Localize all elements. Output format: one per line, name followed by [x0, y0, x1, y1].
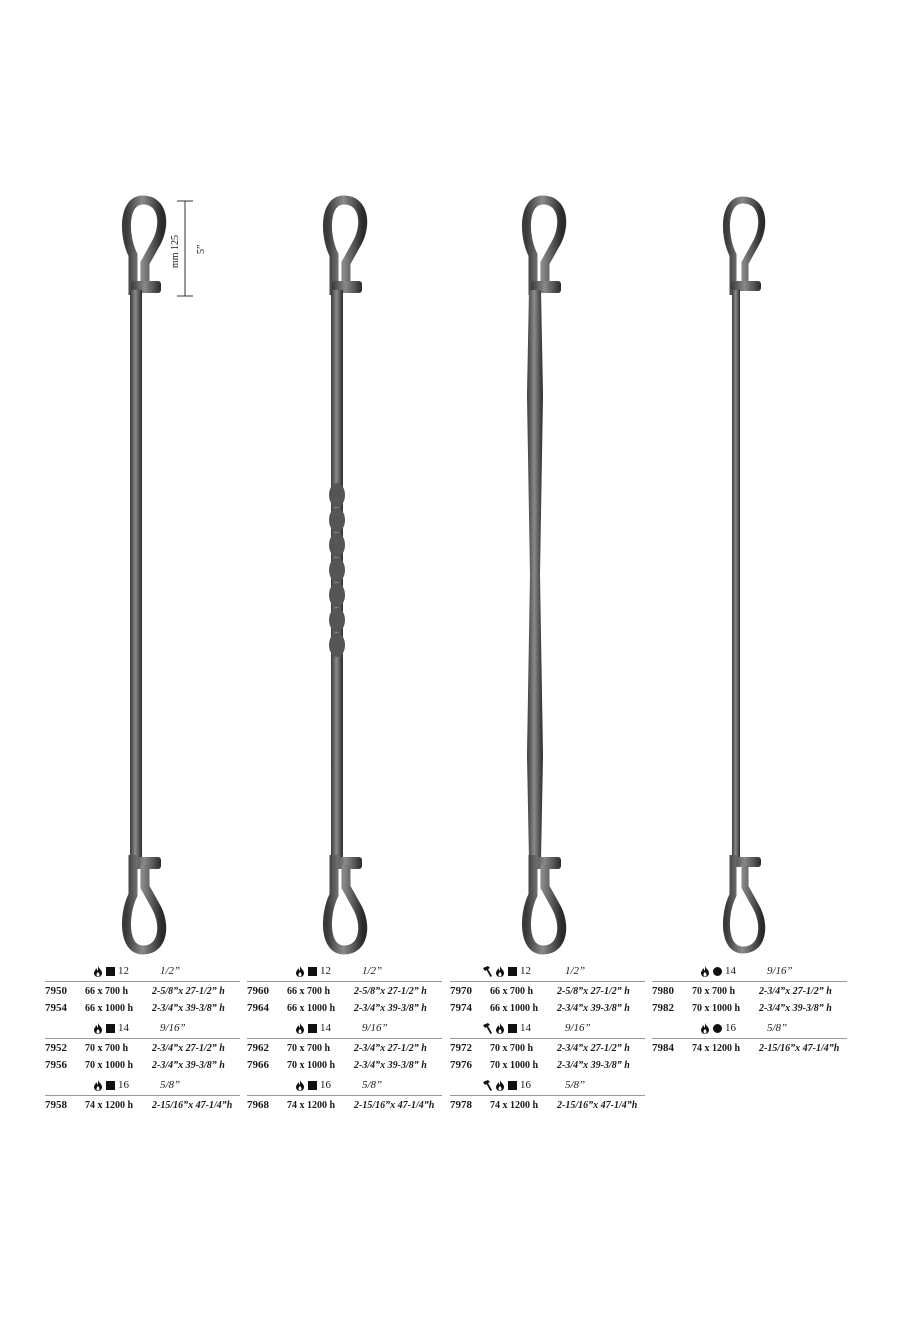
product-code: 7950	[45, 985, 67, 997]
section-size: 12	[118, 965, 129, 977]
size-mm: 74 x 1200 h	[490, 1100, 539, 1111]
product-code: 7984	[652, 1042, 674, 1054]
product-bar-round	[715, 195, 775, 955]
spec-row	[450, 982, 645, 999]
size-inch: 2-3/4”x 27-1/2” h	[152, 1043, 225, 1054]
size-mm: 74 x 1200 h	[692, 1043, 741, 1054]
spec-row	[45, 1056, 240, 1073]
section-inch: 1/2”	[362, 965, 383, 977]
spec-row	[652, 1039, 847, 1056]
size-inch: 2-3/4”x 39-3/8” h	[557, 1060, 630, 1071]
size-mm: 70 x 700 h	[85, 1043, 129, 1054]
spec-row	[450, 1056, 645, 1073]
section-inch: 9/16”	[565, 1022, 591, 1034]
size-mm: 66 x 700 h	[85, 986, 129, 997]
spec-icons	[700, 965, 736, 977]
hammer-icon	[482, 1023, 492, 1034]
spec-row	[652, 999, 847, 1016]
size-mm: 66 x 700 h	[490, 986, 534, 997]
section-size: 12	[520, 965, 531, 977]
spec-row	[247, 1056, 442, 1073]
spec-group-header	[652, 1020, 847, 1039]
spec-group	[450, 1020, 645, 1073]
product-code: 7972	[450, 1042, 472, 1054]
spec-group	[247, 963, 442, 1016]
size-inch: 2-15/16”x 47-1/4”h	[557, 1100, 638, 1111]
section-size: 16	[320, 1079, 331, 1091]
spec-row	[45, 1096, 240, 1113]
size-inch: 2-5/8”x 27-1/2” h	[557, 986, 630, 997]
square-section-icon	[508, 1081, 517, 1090]
spec-row	[450, 999, 645, 1016]
section-size: 16	[725, 1022, 736, 1034]
product-code: 7960	[247, 985, 269, 997]
square-section-icon	[308, 1081, 317, 1090]
spec-icons	[93, 1022, 129, 1034]
section-size: 14	[320, 1022, 331, 1034]
spec-group	[652, 963, 847, 1016]
product-code: 7976	[450, 1059, 472, 1071]
hammer-icon	[482, 966, 492, 977]
spec-row	[45, 1039, 240, 1056]
spec-icons	[482, 1022, 531, 1034]
spec-column	[45, 963, 240, 1117]
spec-group-header	[45, 1020, 240, 1039]
size-inch: 2-3/4”x 39-3/8” h	[557, 1003, 630, 1014]
square-section-icon	[106, 1024, 115, 1033]
square-section-icon	[508, 967, 517, 976]
spec-row	[247, 982, 442, 999]
size-inch: 2-3/4”x 27-1/2” h	[557, 1043, 630, 1054]
size-inch: 2-15/16”x 47-1/4”h	[759, 1043, 840, 1054]
size-mm: 70 x 1000 h	[490, 1060, 539, 1071]
product-code: 7980	[652, 985, 674, 997]
spec-row	[450, 1039, 645, 1056]
spec-group	[247, 1077, 442, 1113]
round-section-icon	[713, 1024, 722, 1033]
product-code: 7974	[450, 1002, 472, 1014]
spec-row	[652, 982, 847, 999]
size-inch: 2-3/4”x 39-3/8” h	[759, 1003, 832, 1014]
section-inch: 5/8”	[767, 1022, 788, 1034]
square-section-icon	[106, 1081, 115, 1090]
flame-icon	[700, 1023, 710, 1034]
size-inch: 2-3/4”x 39-3/8” h	[354, 1060, 427, 1071]
dimension-mm-label: mm 125	[170, 234, 181, 268]
spec-group-header	[45, 1077, 240, 1096]
size-inch: 2-3/4”x 39-3/8” h	[152, 1060, 225, 1071]
size-inch: 2-5/8”x 27-1/2” h	[152, 986, 225, 997]
spec-icons	[482, 965, 531, 977]
spec-icons	[93, 965, 129, 977]
section-size: 14	[725, 965, 736, 977]
spec-group-header	[247, 1020, 442, 1039]
spec-group	[45, 1077, 240, 1113]
size-mm: 66 x 1000 h	[490, 1003, 539, 1014]
product-code: 7954	[45, 1002, 67, 1014]
section-size: 16	[520, 1079, 531, 1091]
size-mm: 66 x 1000 h	[287, 1003, 336, 1014]
square-section-icon	[308, 1024, 317, 1033]
spec-group	[450, 963, 645, 1016]
size-inch: 2-5/8”x 27-1/2” h	[354, 986, 427, 997]
spec-icons	[295, 1079, 331, 1091]
section-inch: 9/16”	[160, 1022, 186, 1034]
size-inch: 2-3/4”x 27-1/2” h	[759, 986, 832, 997]
product-bar-twisted	[316, 195, 376, 955]
spec-group-header	[450, 963, 645, 982]
section-inch: 1/2”	[565, 965, 586, 977]
size-inch: 2-3/4”x 27-1/2” h	[354, 1043, 427, 1054]
spec-group-header	[450, 1077, 645, 1096]
section-inch: 5/8”	[565, 1079, 586, 1091]
spec-icons	[700, 1022, 736, 1034]
size-mm: 70 x 1000 h	[692, 1003, 741, 1014]
size-mm: 74 x 1200 h	[85, 1100, 134, 1111]
spec-group	[247, 1020, 442, 1073]
spec-group-header	[45, 963, 240, 982]
dimension-inch-label: 5”	[196, 244, 207, 254]
size-mm: 66 x 1000 h	[85, 1003, 134, 1014]
flame-icon	[93, 1023, 103, 1034]
section-inch: 5/8”	[160, 1079, 181, 1091]
product-code: 7958	[45, 1099, 67, 1111]
section-inch: 9/16”	[362, 1022, 388, 1034]
product-code: 7978	[450, 1099, 472, 1111]
spec-row	[45, 999, 240, 1016]
size-inch: 2-3/4”x 39-3/8” h	[354, 1003, 427, 1014]
product-code: 7970	[450, 985, 472, 997]
product-code: 7956	[45, 1059, 67, 1071]
size-mm: 70 x 700 h	[490, 1043, 534, 1054]
section-inch: 1/2”	[160, 965, 181, 977]
product-code: 7982	[652, 1002, 674, 1014]
square-section-icon	[106, 967, 115, 976]
spec-icons	[295, 1022, 331, 1034]
size-mm: 74 x 1200 h	[287, 1100, 336, 1111]
spec-column	[247, 963, 442, 1117]
section-inch: 5/8”	[362, 1079, 383, 1091]
round-section-icon	[713, 967, 722, 976]
spec-column	[450, 963, 645, 1117]
size-inch: 2-3/4”x 39-3/8” h	[152, 1003, 225, 1014]
spec-icons	[93, 1079, 129, 1091]
spec-group-header	[247, 1077, 442, 1096]
size-inch: 2-15/16”x 47-1/4”h	[354, 1100, 435, 1111]
flame-icon	[700, 966, 710, 977]
spec-icons	[295, 965, 331, 977]
section-size: 12	[320, 965, 331, 977]
flame-icon	[295, 1080, 305, 1091]
size-mm: 70 x 1000 h	[85, 1060, 134, 1071]
flame-icon	[295, 1023, 305, 1034]
spec-group	[450, 1077, 645, 1113]
spec-group-header	[450, 1020, 645, 1039]
size-mm: 70 x 1000 h	[287, 1060, 336, 1071]
product-bar-hammered	[515, 195, 575, 955]
spec-group-header	[652, 963, 847, 982]
flame-icon	[495, 966, 505, 977]
spec-group-header	[247, 963, 442, 982]
section-inch: 9/16”	[767, 965, 793, 977]
product-code: 7952	[45, 1042, 67, 1054]
product-code: 7968	[247, 1099, 269, 1111]
spec-group	[45, 1020, 240, 1073]
spec-icons	[482, 1079, 531, 1091]
spec-group	[45, 963, 240, 1016]
product-code: 7966	[247, 1059, 269, 1071]
flame-icon	[295, 966, 305, 977]
product-code: 7964	[247, 1002, 269, 1014]
product-bar-plain	[115, 195, 175, 955]
flame-icon	[93, 966, 103, 977]
section-size: 16	[118, 1079, 129, 1091]
spec-row	[247, 999, 442, 1016]
spec-column	[652, 963, 847, 1060]
spec-row	[450, 1096, 645, 1113]
product-code: 7962	[247, 1042, 269, 1054]
flame-icon	[93, 1080, 103, 1091]
size-mm: 70 x 700 h	[692, 986, 736, 997]
section-size: 14	[520, 1022, 531, 1034]
spec-row	[45, 982, 240, 999]
flame-icon	[495, 1080, 505, 1091]
square-section-icon	[508, 1024, 517, 1033]
flame-icon	[495, 1023, 505, 1034]
size-mm: 66 x 700 h	[287, 986, 331, 997]
section-size: 14	[118, 1022, 129, 1034]
spec-row	[247, 1039, 442, 1056]
hammer-icon	[482, 1080, 492, 1091]
size-mm: 70 x 700 h	[287, 1043, 331, 1054]
square-section-icon	[308, 967, 317, 976]
spec-row	[247, 1096, 442, 1113]
size-inch: 2-15/16”x 47-1/4”h	[152, 1100, 233, 1111]
spec-group	[652, 1020, 847, 1056]
